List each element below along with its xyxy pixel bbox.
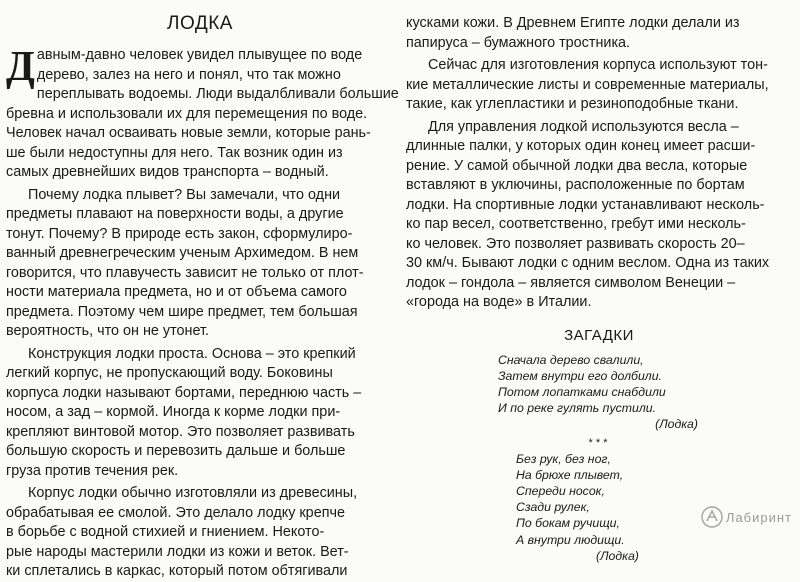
riddle-answer: (Лодка) [596, 548, 639, 563]
riddle-line: Затем внутри его долбили. [498, 368, 662, 383]
watermark [701, 506, 792, 528]
right-column [406, 0, 792, 564]
text-line: тонут. Почему? В природе есть закон, сформулиро- [6, 225, 353, 242]
text-line: обрабатывая ее смолой. Это делало лодку крепче [6, 504, 345, 521]
riddles-heading: ЗАГАДКИ [564, 326, 634, 344]
watermark-text: Лабиринт [725, 509, 792, 525]
text-line: рые народы мастерили лодки из кожи и веток. Вет- [6, 543, 349, 560]
text-line: ко человек. Это позволяет развивать скорость 20– [406, 235, 745, 252]
riddle-line: А внутри людищи. [516, 532, 625, 547]
riddle-line: Без рук, без ног, [516, 451, 611, 466]
text-line: ше были недоступны для него. Так возник один из [6, 144, 343, 161]
text-line: дерево, залез на него и понял, что так можно [36, 66, 341, 83]
paragraph-7 [406, 118, 792, 313]
text-line: Корпус лодки обычно изготовляли из древесины, [28, 485, 358, 501]
separator-stars: * * * [588, 436, 608, 449]
paragraph-3 [6, 345, 394, 482]
text-line: Сейчас для изготовления корпуса используют тон- [428, 57, 768, 73]
text-line: ванный древнегреческим ученым Архимедом. В нем [6, 245, 359, 261]
text-line: кусками кожи. В Древнем Египте лодки делали из [406, 15, 740, 31]
text-line: Почему лодка плывет? Вы замечали, что одни [28, 186, 341, 203]
text-line: Человек начал осваивать новые земли, которые рань- [6, 125, 371, 141]
riddle-line: Сначала дерево свалили, [498, 352, 644, 367]
riddle-1 [498, 352, 792, 433]
text-line: папируса – бумажного тростника. [406, 34, 631, 51]
text-line: ко пар весел, соответственно, гребут ими несколь- [406, 216, 746, 232]
riddle-line: По бокам ручищи, [516, 516, 620, 531]
text-line: кие металлические листы и современные материалы, [406, 76, 769, 93]
text-line: в борьбе с водной стихией и гниением. Некото- [6, 524, 325, 540]
text-line: самых древнейших видов транспорта – водный. [6, 164, 329, 180]
riddle-line: И по реке гулять пустили. [498, 401, 657, 416]
text-line: Для управления лодкой используются весла – [428, 118, 739, 135]
riddle-line: Спереди носок, [516, 483, 605, 498]
riddle-answer: (Лодка) [655, 417, 698, 432]
text-line: авным-давно человек увидел плывущее по воде [36, 47, 363, 63]
paragraph-6 [406, 56, 792, 115]
riddle-line: Потом лопатками снабдили [498, 384, 666, 399]
text-line: легкий корпус, не пропускающий воду. Боковины [6, 365, 333, 381]
text-line: вероятность, что он не утонет. [6, 323, 210, 339]
text-line: крепляют винтовой мотор. Это позволяет развивать [6, 423, 355, 440]
text-line: переплывать водоемы. Люди выдалбливали большие [36, 86, 399, 102]
text-line: бревна и использовали их для перемещения по воде. [6, 105, 368, 122]
riddle-line: На брюхе плывет, [516, 467, 624, 482]
text-line: большую скорость и перевозить дальше и больше [6, 443, 346, 459]
paragraph-2 [6, 186, 394, 342]
text-line: груза против течения рек. [6, 462, 179, 479]
paragraph-5 [406, 14, 792, 53]
text-line: носом, а зад – кормой. Иногда к корме лодки при- [6, 404, 341, 420]
left-column [6, 0, 399, 582]
text-line: ки сплетались в каркас, который потом обтягивали [6, 563, 348, 579]
text-line: рение. У самой обычной лодки два весла, которые [406, 157, 748, 174]
text-line: предметы плавают на поверхности воды, а другие [6, 206, 344, 222]
riddle-line: Сзади рулек, [516, 500, 590, 515]
labyrinth-logo-icon [701, 506, 723, 528]
drop-cap: Д [6, 44, 35, 90]
text-line: предмета. Поэтому чем шире предмет, тем большая [6, 303, 358, 320]
text-line: длинные палки, у которых один конец имеет расши- [406, 138, 756, 154]
text-line: ности материала предмета, но и от объема самого [6, 284, 347, 300]
text-line: вставляют в уключины, расположенные по бортам [406, 177, 745, 193]
page-title: ЛОДКА [167, 13, 233, 34]
text-line: «города на воде» в Италии. [406, 294, 592, 310]
paragraph-4 [6, 484, 394, 582]
text-line: лодок – гондола – является символом Венеции – [406, 274, 736, 291]
text-line: корпуса лодки называют бортами, переднюю часть – [6, 384, 362, 401]
paragraph-1 [6, 44, 399, 183]
text-line: такие, как углепластики и резиноподобные ткани. [406, 96, 739, 112]
text-line: 30 км/ч. Бывают лодки с одним веслом. Одна из таких [406, 255, 770, 271]
text-line: Конструкция лодки проста. Основа – это крепкий [28, 345, 356, 362]
text-line: лодки. На спортивные лодки устанавливают несколь- [406, 196, 765, 213]
text-line: говорится, что плавучесть зависит не только от плот- [6, 264, 364, 281]
